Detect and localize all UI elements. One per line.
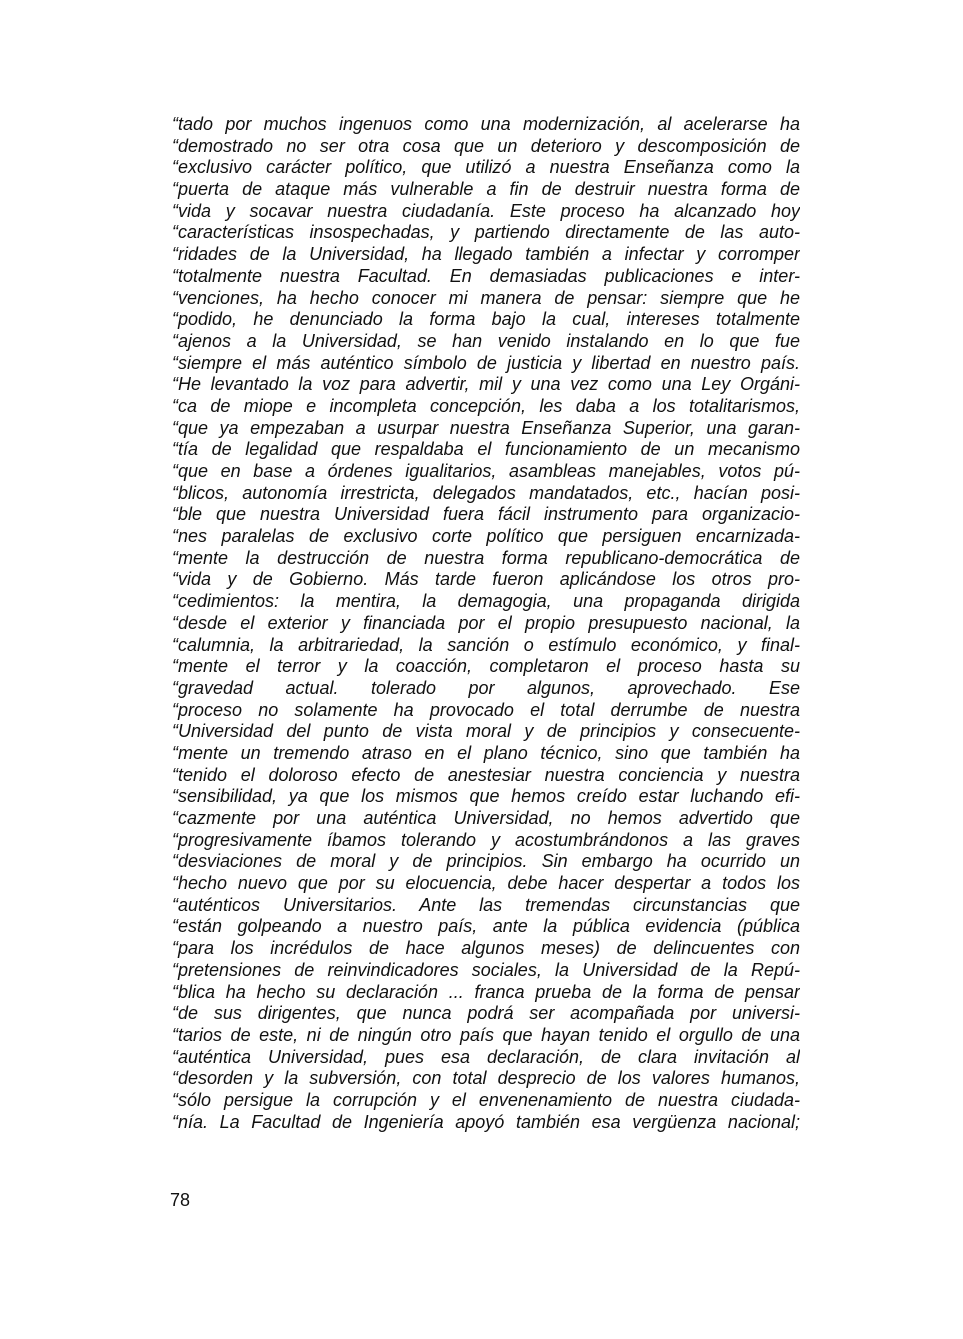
text-line: “podido, he denunciado la forma bajo la cual, intereses totalmente	[172, 309, 800, 330]
text-line: “demostrado no ser otra cosa que un deterioro y descomposición de	[172, 135, 800, 156]
text-line: “nes paralelas de exclusivo corte político que persiguen encarnizada-	[172, 526, 800, 547]
text-line: “ca de miope e incompleta concepción, les daba a los totalitarismos,	[172, 395, 800, 416]
text-line: “auténtica Universidad, pues esa declaración, de clara invitación al	[172, 1046, 800, 1067]
text-line: “exclusivo carácter político, que utilizó a nuestra Enseñanza como la	[172, 157, 800, 178]
text-line: “venciones, ha hecho conocer mi manera de pensar: siempre que he	[172, 287, 800, 308]
text-line: “vida y socavar nuestra ciudadanía. Este proceso ha alcanzado hoy	[172, 200, 800, 221]
text-line: “desde el exterior y financiada por el propio presupuesto nacional, la	[172, 612, 800, 633]
text-line: “totalmente nuestra Facultad. En demasiadas publicaciones e inter-	[172, 265, 800, 286]
text-line: “Universidad del punto de vista moral y de principios y consecuente-	[172, 721, 800, 742]
text-line: “hecho nuevo que por su elocuencia, debe hacer despertar a todos los	[172, 873, 800, 894]
text-line: “He levantado la voz para advertir, mil y una vez como una Ley Orgáni-	[172, 374, 800, 395]
text-line: “tenido el doloroso efecto de anestesiar nuestra conciencia y nuestra	[172, 764, 800, 785]
text-line: “ajenos a la Universidad, se han venido instalando en lo que fue	[172, 330, 800, 351]
text-line: “auténticos Universitarios. Ante las tremendas circunstancias que	[172, 894, 800, 915]
text-line: “mente la destrucción de nuestra forma republicano-democrática de	[172, 547, 800, 568]
text-line: “progresivamente íbamos tolerando y acostumbrándonos a las graves	[172, 829, 800, 850]
text-line: “gravedad actual. tolerado por algunos, aprovechado. Ese	[172, 677, 800, 698]
text-line: “que ya empezaban a usurpar nuestra Enseñanza Superior, una garan-	[172, 417, 800, 438]
text-line: “desorden y la subversión, con total desprecio de los valores humanos,	[172, 1068, 800, 1089]
text-line: “ridades de la Universidad, ha llegado también a infectar y corromper	[172, 244, 800, 265]
text-line: “blicos, autonomía irrestricta, delegados mandatados, etc., hacían posi-	[172, 482, 800, 503]
text-line: “siempre el más auténtico símbolo de justicia y libertad en nuestro país.	[172, 352, 800, 373]
text-line: “calumnia, la arbitrariedad, la sanción o estímulo económico, y final-	[172, 634, 800, 655]
text-line: “nía. La Facultad de Ingeniería apoyó también esa vergüenza nacional;	[172, 1111, 800, 1132]
text-line: “están golpeando a nuestro país, ante la pública evidencia (pública	[172, 916, 800, 937]
text-line: “sensibilidad, ya que los mismos que hemos creído estar luchando efi-	[172, 786, 800, 807]
text-line: “tía de legalidad que respaldaba el funcionamiento de un mecanismo	[172, 439, 800, 460]
text-line: “sólo persigue la corrupción y el envenenamiento de nuestra ciudada-	[172, 1089, 800, 1110]
text-line: “proceso no solamente ha provocado el total derrumbe de nuestra	[172, 699, 800, 720]
text-line: “para los incrédulos de hace algunos meses) de delincuentes con	[172, 938, 800, 959]
text-line: “mente el terror y la coacción, completaron el proceso hasta su	[172, 656, 800, 677]
text-line: “blica ha hecho su declaración ... franca prueba de la forma de pensar	[172, 981, 800, 1002]
text-line: “mente un tremendo atraso en el plano técnico, sino que también ha	[172, 742, 800, 763]
text-line: “tado por muchos ingenuos como una modernización, al acelerarse ha	[172, 114, 800, 134]
text-line: “pretensiones de reinvindicadores sociales, la Universidad de la Repú-	[172, 959, 800, 980]
page-number: 78	[170, 1190, 191, 1210]
text-line: “de sus dirigentes, que nunca podrá ser acompañada por universi-	[172, 1003, 800, 1024]
text-line: “cazmente por una auténtica Universidad, no hemos advertido que	[172, 808, 800, 828]
text-line: “que en base a órdenes igualitarios, asambleas manejables, votos pú-	[172, 461, 800, 481]
text-line: “desviaciones de moral y de principios. Sin embargo ha ocurrido un	[172, 851, 800, 872]
text-line: “puerta de ataque más vulnerable a fin de destruir nuestra forma de	[172, 179, 800, 200]
text-line: “ble que nuestra Universidad fuera fácil instrumento para organizacio-	[172, 504, 800, 525]
text-line: “características insospechadas, y partiendo directamente de las auto-	[172, 222, 800, 243]
text-line: “vida y de Gobierno. Más tarde fueron aplicándose los otros pro-	[172, 569, 800, 590]
body-text	[172, 114, 800, 1133]
text-line: “tarios de este, ni de ningún otro país que hayan tenido el orgullo de una	[172, 1024, 800, 1045]
text-line: “cedimientos: la mentira, la demagogia, una propaganda dirigida	[172, 591, 800, 612]
